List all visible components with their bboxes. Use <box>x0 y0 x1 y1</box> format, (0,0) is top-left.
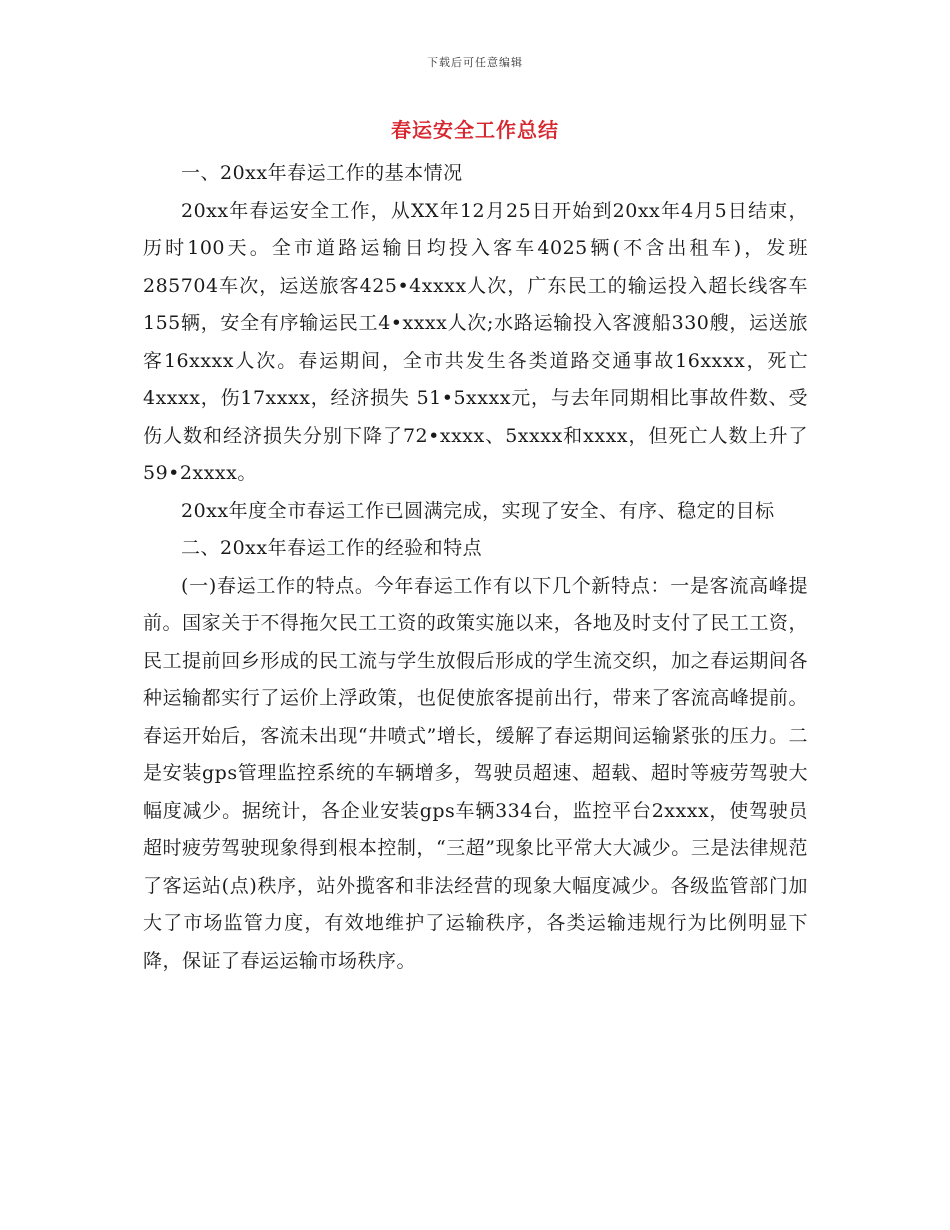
paragraph-features: (一)春运工作的特点。今年春运工作有以下几个新特点：一是客流高峰提前。国家关于不得拖欠民工工资的政策实施以来，各地及时支付了民工工资，民工提前回乡形成的民工流与学生放假后形成的学生流交织，加之春运期间各种运输都实行了运价上浮政策，也促使旅客提前出行，带来了客流高峰提前。春运开始后，客流未出现“井喷式”增长，缓解了春运期间运输紧张的压力。二是安装gps管理监控系统的车辆增多，驾驶员超速、超载、超时等疲劳驾驶大幅度减少。据统计，各企业安装gps车辆334台，监控平台2xxxx，使驾驶员超时疲劳驾驶现象得到根本控制，“三超”现象比平常大大减少。三是法律规范了客运站(点)秩序，站外揽客和非法经营的现象大幅度减少。各级监管部门加大了市场监管力度，有效地维护了运输秩序，各类运输违规行为比例明显下降，保证了春运运输市场秩序。 <box>143 574 808 972</box>
document-title: 春运安全工作总结 <box>391 118 559 142</box>
document-body <box>143 155 808 980</box>
section-heading-1: 一、20xx年春运工作的基本情况 <box>181 162 463 184</box>
header-note: 下载后可任意编辑 <box>427 56 523 69</box>
paragraph-completion: 20xx年度全市春运工作已圆满完成，实现了安全、有序、稳定的目标 <box>181 499 775 522</box>
section-heading-2: 二、20xx年春运工作的经验和特点 <box>181 537 483 559</box>
paragraph-basic-situation: 20xx年春运安全工作，从XX年12月25日开始到20xx年4月5日结束，历时100天。全市道路运输日均投入客车4025辆(不含出租车)，发班285704车次，运送旅客425•4xxxx人次，广东民工的输运投入超长线客车155辆，安全有序输运民工4•xxxx人次;水路运输投入客渡船330艘，运送旅客16xxxx人次。春运期间，全市共发生各类道路交通事故16xxxx，死亡4xxxx，伤17xxxx，经济损失 51•5xxxx元，与去年同期相比事故件数、受伤人数和经济损失分别下降了72•xxxx、5xxxx和xxxx，但死亡人数上升了59•2xxxx。 <box>143 199 808 484</box>
